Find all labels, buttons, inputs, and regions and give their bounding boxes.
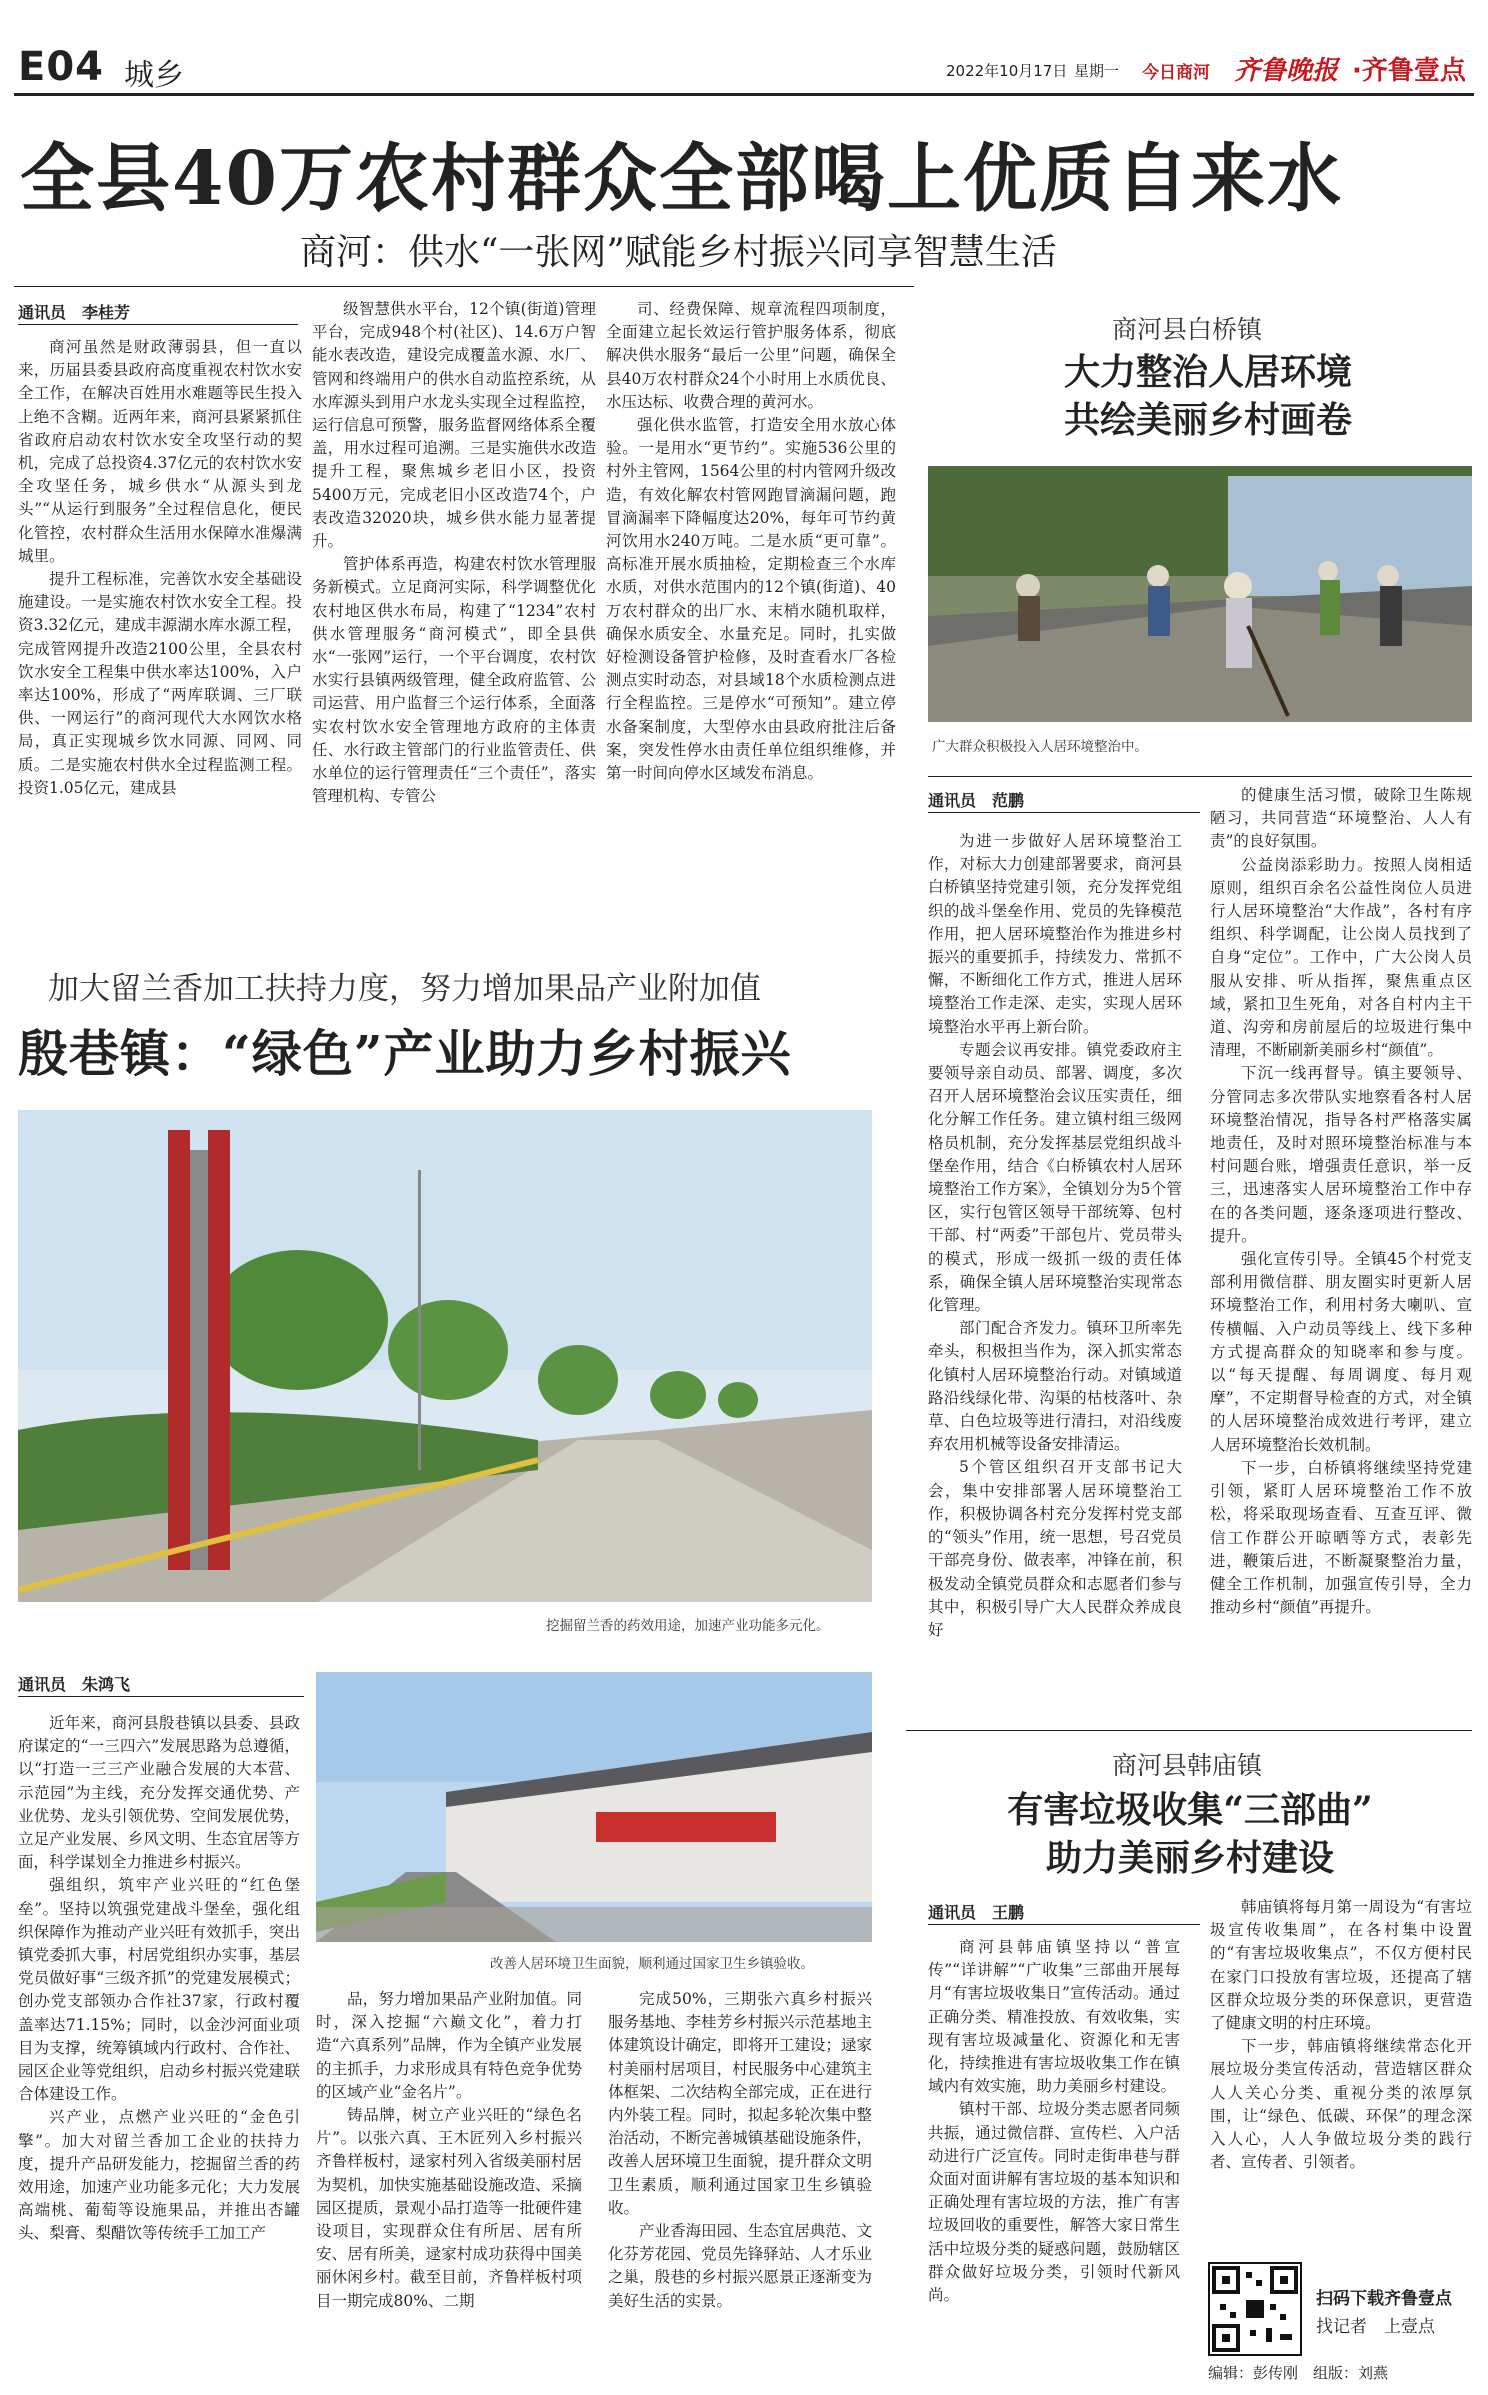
paragraph: 下一步，韩庙镇将继续常态化开展垃圾分类宣传活动，营造辖区群众人人关心分类、重视分类的浓厚氛围，让“绿色、低碳、环保”的理念深入人心，人人争做垃圾分类的践行者、宣传者、引领者。 [1210,2037,1472,2172]
paragraph: 完成50%，三期张六真乡村振兴服务基地、李桂芳乡村振兴示范基地主体建筑设计确定，即将开工建设；逯家村美丽村居项目，村民服务中心建筑主体框架、二次结构全部完成，正在进行内外装工程。同时，拟起多轮次集中整治活动，不断完善城镇基础设施条件，改善人居环境卫生面貌，提升群众文明卫生素质，顺利通过国家卫生乡镇验收。 [608,1990,872,2217]
yinxiang-photo-road [18,1110,872,1602]
yinxiang-photo-houses [316,1672,872,1942]
hanmiao-kicker: 商河县韩庙镇 [1112,1751,1263,1780]
baiqiao-byline: 通讯员 范鹏 [928,791,1025,810]
lead-rule [14,286,914,287]
paragraph: 商河虽然是财政薄弱县，但一直以来，历届县委县政府高度重视农村饮水安全工作，在解决百姓用水难题等民生投入上绝不含糊。近两年来，商河县紧紧抓住省政府启动农村饮水安全攻坚行动的契机，完成了总投资4.37亿元的农村饮水安全攻坚任务，城乡供水“从源头到龙头”“从运行到服务”全过程信息化，便民化管控，农村群众生活用水保障水准爆满城里。 [18,338,302,565]
hanmiao-column-2 [1210,1896,1472,2216]
yinxiang-headline: 殷巷镇：“绿色”产业助力乡村振兴 [18,1024,792,1083]
paragraph: 强化供水监管，打造安全用水放心体验。一是用水“更节约”。实施536公里的村外主管网，1564公里的村内管网升级改造，有效化解农村管网跑冒滴漏问题，跑冒滴漏率下降幅度达20%，每年可节约黄河饮用水240万吨。二是水质“更可靠”。高标准开展水质抽检，定期检查三个水库水质，对供水范围内的12个镇(街道)、40万农村群众的出厂水、末梢水随机取样，确保水质安全、水量充足。同时，扎实做好检测设备管护检修，及时查看水厂各检测点实时动态，对县域18个水质检测点进行全程监控。三是停水“可预知”。建立停水备案制度，大型停水由县政府批注后备案，突发性停水由责任单位组织维修，并第一时间向停水区域发布消息。 [606,416,896,783]
baiqiao-headline-line1: 大力整治人居环境 [1063,351,1352,393]
paragraph: 级智慧供水平台，12个镇(街道)管理平台，完成948个村(社区)、14.6万户智能水表改造，建设完成覆盖水源、水厂、管网和终端用户的供水自动监控系统，从水库源头到用户水龙头实现全过程监控，运行信息可预警，服务监督网络体系全覆盖，用水过程可追溯。三是实施供水改造提升工程，聚焦城乡老旧小区，投资5400万元，完成老旧小区改造74个，户表改造32020块，城乡供水能力显著提升。 [312,300,596,551]
page-number: E04 [18,44,104,90]
lead-column-2 [312,298,596,926]
brand-logo: 齐鲁晚报 [1234,56,1339,86]
paragraph: 近年来，商河县殷巷镇以县委、县政府谋定的“一三四六”发展思路为总遵循，以“打造一三三产业融合发展的大本营、示范园”为主线，充分发挥交通优势、产业优势、龙头引领优势、空间发展优势，立足产业发展、乡风文明、生态宜居等方面，科学谋划全力推进乡村振兴。 [18,1714,300,1872]
baiqiao-rule [928,776,1472,777]
baiqiao-column-1 [928,830,1182,1704]
lead-headline: 全县40万农村群众全部喝上优质自来水 [20,136,1343,222]
paragraph: 为进一步做好人居环境整治工作，对标大力创建部署要求，商河县白桥镇坚持党建引领，充分发挥党组织的战斗堡垒作用、党员的先锋模范作用，把人居环境整治作为推进乡村振兴的重要抓手，持续发力、常抓不懈，不断细化工作方式，推进人居环境整治工作走深、走实，实现人居环境整治水平再上新台阶。 [928,832,1182,1036]
yinxiang-byline-underline [18,1696,304,1697]
paragraph: 的健康生活习惯，破除卫生陈规陋习，共同营造“环境整治、人人有责”的良好氛围。 [1210,786,1472,851]
paragraph: 部门配合齐发力。镇环卫所率先牵头，积极担当作为，深入抓实常态化镇村人居环境整治行动。对镇域道路沿线绿化带、沟渠的枯枝落叶、杂草、白色垃圾等进行清扫，对沿线废弃农用机械等设备安排清运。 [928,1319,1182,1454]
baiqiao-headline-line2: 共绘美丽乡村画卷 [1063,399,1352,441]
paragraph: 下一步，白桥镇将继续坚持党建引领，紧盯人居环境整治工作不放松，将采取现场查看、互查互评、微信工作群公开晾晒等方式，表彰先进，鞭策后进，不断凝聚整治力量，健全工作机制，加强宣传引导，全力推动乡村“颜值”再提升。 [1210,1458,1472,1617]
yinxiang-byline: 通讯员 朱鸿飞 [18,1675,131,1694]
hanmiao-top-rule [906,1730,1472,1731]
paragraph: 韩庙镇将每月第一周设为“有害垃圾宣传收集周”，在各村集中设置的“有害垃圾收集点”，不仅方便村民在家门口投放有害垃圾，还提高了辖区群众垃圾分类的环保意识，更营造了健康文明的村庄环境。 [1210,1898,1472,2033]
edition-tag: 今日商河 [1142,63,1210,83]
section-name: 城乡 [124,58,184,93]
paragraph: 公益岗添彩助力。按照人岗相适原则，组织百余名公益性岗位人员进行人居环境整治“大作战”，各村有序组织、科学调配，让公岗人员找到了自身“定位”。工作中，广大公岗人员服从安排、听从指挥，聚焦重点区域，紧扣卫生死角，对各自村内主干道、沟旁和房前屋后的垃圾进行集中清理，不断刷新美丽乡村“颜值”。 [1210,855,1472,1060]
paragraph: 强化宣传引导。全镇45个村党支部利用微信群、朋友圈实时更新人居环境整治工作，利用村务大喇叭、宣传横幅、入户动员等线上、线下多种方式提高群众的知晓率和参与度。以“每天提醒、每周调度、每月观摩”，不定期督导检查的方式，对全镇的人居环境整治成效进行考评，建立人居环境整治长效机制。 [1210,1250,1472,1454]
baiqiao-byline-underline [928,812,1200,813]
yinxiang-column-2 [316,1988,582,2384]
header-rule [14,93,1474,96]
yinxiang-column-3 [608,1988,872,2384]
paragraph: 司、经费保障、规章流程四项制度，全面建立起长效运行管护服务体系，彻底解决供水服务“最后一公里”问题，确保全县40万农村群众24个小时用上水质优良、水压达标、收费合理的黄河水。 [606,300,896,411]
paragraph: 提升工程标准，完善饮水安全基础设施建设。一是实施农村饮水安全工程。投资3.32亿元，建成丰源湖水库水源工程，完成管网提升改造2100公里，全县农村饮水安全工程集中供水率达100%，入户率达100%，形成了“两库联调、三厂联供、一网运行”的商河现代大水网饮水格局，真正实现城乡饮水同源、同网、同质。二是实施农村供水全过程监测工程。投资1.05亿元，建成县 [18,570,302,797]
paragraph: 兴产业，点燃产业兴旺的“金色引擎”。加大对留兰香加工企业的扶持力度，提升产品研发能力，挖掘留兰香的药效用途，加速产业功能多元化；大力发展高端桃、葡萄等设施果品，并推出杏罐头、梨膏、梨醋饮等传统手工加工产 [18,2108,300,2243]
hanmiao-byline-underline [928,1924,1200,1925]
paragraph: 下沉一线再督导。镇主要领导、分管同志多次带队实地察看各村人居环境整治情况，指导各村严格落实属地责任，及时对照环境整治标准与本村问题台账，增强责任意识，举一反三，迅速落实人居环境整治工作中存在的各类问题，逐条逐项进行整改、提升。 [1210,1064,1472,1245]
issue-date: 2022年10月17日 [946,62,1068,80]
paragraph: 铸品牌，树立产业兴旺的“绿色名片”。以张六真、王木匠列入乡村振兴齐鲁样板村，逯家村列入省级美丽村居为契机，加快实施基础设施改造、采摘园区提质，景观小品打造等一批硬件建设项目，实现群众住有所居、居有所安、居有所美，逯家村成功获得中国美丽休闲乡村。截至目前，齐鲁样板村项目一期完成80%、二期 [316,2106,582,2310]
hanmiao-headline-line2: 助力美丽乡村建设 [1045,1837,1334,1879]
paragraph: 产业香海田园、生态宜居典范、文化芬芳花园、党员先锋驿站、人才乐业之巢，殷巷的乡村振兴愿景正逐渐变为美好生活的实景。 [608,2222,872,2310]
hanmiao-column-1 [928,1936,1180,2386]
hanmiao-headline-line1: 有害垃圾收集“三部曲” [1007,1789,1373,1831]
paragraph: 5个管区组织召开支部书记大会，集中安排部署人居环境整治工作，积极协调各村充分发挥村党支部的“领头”作用，统一思想，号召党员干部亮身份、做表率，冲锋在前，积极发动全镇党员群众和志愿者们参与其中，积极引导广大人民群众养成良好 [928,1458,1182,1639]
yinxiang-column-1 [18,1712,300,2384]
issue-weekday: 星期一 [1074,62,1120,80]
yinxiang-kicker: 加大留兰香加工扶持力度，努力增加果品产业附加值 [48,971,761,1007]
qr-label: 扫码下载齐鲁壹点 [1316,2289,1452,2309]
lead-subheadline: 商河：供水“一张网”赋能乡村振兴同享智慧生活 [300,232,1057,273]
lead-column-3 [606,298,896,902]
lead-column-1 [18,336,302,926]
paragraph: 管护体系再造，构建农村饮水管理服务新模式。立足商河实际，科学调整优化农村地区供水布局，构建了“1234”农村供水管理服务“商河模式”，即全县供水“一张网”运行，一个平台调度，农村饮水实行县镇两级管理，健全政府监管、公司运营、用户监督三个运行体系，全面落实农村饮水安全管理地方政府的主体责任、水行政主管部门的行业监管责任、供水单位的运行管理责任“三个责任”，落实管理机构、专管公 [312,555,596,806]
paragraph: 强组织，筑牢产业兴旺的“红色堡垒”。坚持以筑强党建战斗堡垒，强化组织保障作为推动产业兴旺有效抓手，突出镇党委抓大事，村居党组织办实事，基层党员做好事“三级齐抓”的党建发展模式；创办党支部领办合作社37家，行政村覆盖率达71.15%；同时，以金沙河面业项目为支撑，统筹镇域内行政村、合作社、园区企业等党组织，启动乡村振兴党建联合体建设工作。 [18,1876,300,2104]
paragraph: 品，努力增加果品产业附加值。同时，深入挖掘“六巅文化”，着力打造“六真系列”品牌，作为全镇产业发展的主抓手，力求形成具有特色竞争优势的区域产业“金名片”。 [316,1990,582,2101]
page-editor-credit: 编辑：彭传刚 组版：刘燕 [1208,2364,1389,2382]
baiqiao-column-2 [1210,784,1472,1704]
baiqiao-photo [928,466,1472,722]
hanmiao-byline: 通讯员 王鹏 [928,1903,1025,1922]
paragraph: 专题会议再安排。镇党委政府主要领导亲自动员、部署、调度，多次召开人居环境整治会议压实责任，细化分解工作任务。建立镇村组三级网格员机制，充分发挥基层党组织战斗堡垒作用，结合《白桥镇农村人居环境整治工作方案》，全镇划分为5个管区，实行包管区领导干部统筹、包村干部、村“两委”干部包片、党员带头的模式，形成一级抓一级的责任体系，确保全镇人居环境整治实现常态化管理。 [928,1040,1182,1315]
yinxiang-photo-road-caption: 挖掘留兰香的药效用途，加速产业功能多元化。 [546,1618,830,1634]
baiqiao-kicker: 商河县白桥镇 [1112,315,1263,344]
paragraph: 镇村干部、垃圾分类志愿者同频共振，通过微信群、宣传栏、入户活动进行广泛宣传。同时走街串巷与群众面对面讲解有害垃圾的基本知识和正确处理有害垃圾的方法，推广有害垃圾回收的重要性，解答大家日常生活中垃圾分类的疑惑问题，鼓励辖区群众做好垃圾分类，引领时代新风尚。 [928,2100,1180,2305]
byline-underline [18,324,298,325]
brand-logo-secondary: ·齐鲁壹点 [1352,56,1466,86]
qr-sublabel: 找记者 上壹点 [1316,2317,1435,2337]
yinxiang-photo-houses-caption: 改善人居环境卫生面貌，顺利通过国家卫生乡镇验收。 [490,1956,814,1972]
paragraph: 商河县韩庙镇坚持以“普宣传”“详讲解”“广收集”三部曲开展每月“有害垃圾收集日”宣传活动。通过正确分类、精准投放、有效收集，实现有害垃圾减量化、资源化和无害化，持续推进有害垃圾收集工作在镇域内有效实施，助力美丽乡村建设。 [928,1938,1180,2096]
lead-byline: 通讯员 李桂芳 [18,303,131,322]
qr-code-icon[interactable] [1208,2262,1302,2356]
baiqiao-photo-caption: 广大群众积极投入人居环境整治中。 [932,739,1148,755]
